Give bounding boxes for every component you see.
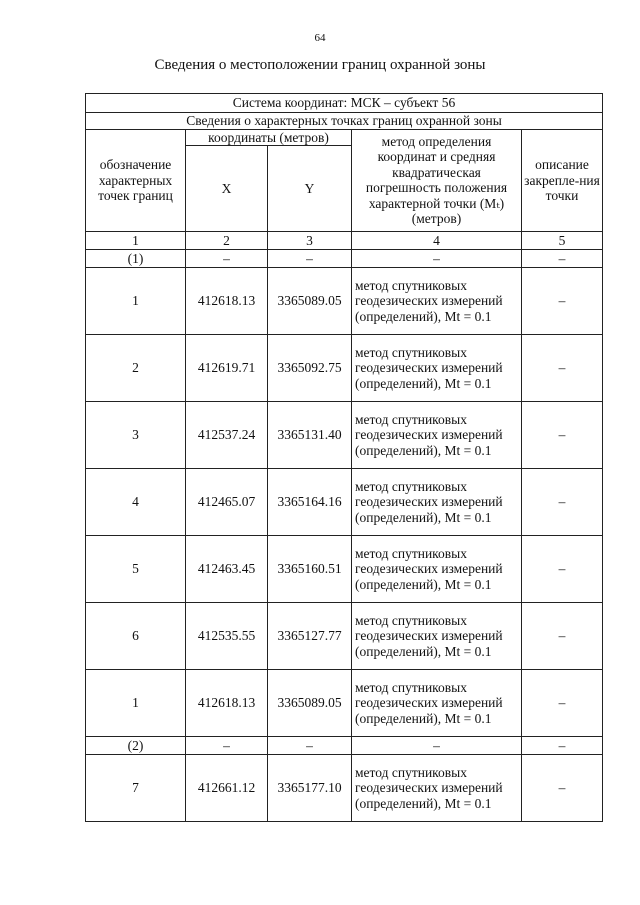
- point-number-cell: 4: [86, 469, 186, 536]
- description-cell: –: [522, 670, 603, 737]
- table-row: [86, 469, 603, 536]
- contour-separator-row: [86, 737, 603, 755]
- x-coordinate-cell: 412618.13: [186, 268, 268, 335]
- boundary-points-table: [85, 93, 603, 822]
- description-cell: –: [522, 737, 603, 755]
- table-row: [86, 755, 603, 822]
- method-cell: –: [352, 250, 522, 268]
- description-cell: –: [522, 250, 603, 268]
- column-number: 4: [352, 232, 522, 250]
- table-row: [86, 670, 603, 737]
- y-coordinate-cell: 3365177.10: [268, 755, 352, 822]
- table-row: [86, 268, 603, 335]
- coordinate-system-cell: Система координат: МСК – субъект 56: [86, 94, 603, 113]
- method-cell: метод спутниковых геодезических измерений (определений), Mt = 0.1: [352, 469, 522, 536]
- header-y: Y: [268, 146, 352, 232]
- point-number-cell: 1: [86, 670, 186, 737]
- x-coordinate-cell: 412463.45: [186, 536, 268, 603]
- y-coordinate-cell: –: [268, 250, 352, 268]
- description-cell: –: [522, 402, 603, 469]
- method-cell: метод спутниковых геодезических измерений (определений), Mt = 0.1: [352, 268, 522, 335]
- x-coordinate-cell: 412465.07: [186, 469, 268, 536]
- method-cell: метод спутниковых геодезических измерений (определений), Mt = 0.1: [352, 402, 522, 469]
- method-cell: метод спутниковых геодезических измерений (определений), Mt = 0.1: [352, 755, 522, 822]
- point-number-cell: (2): [86, 737, 186, 755]
- method-cell: метод спутниковых геодезических измерений (определений), Mt = 0.1: [352, 335, 522, 402]
- page-number: 64: [314, 32, 326, 44]
- table-row: [86, 335, 603, 402]
- y-coordinate-cell: 3365131.40: [268, 402, 352, 469]
- x-coordinate-cell: 412535.55: [186, 603, 268, 670]
- point-number-cell: 2: [86, 335, 186, 402]
- document-title: Сведения о местоположении границ охранной зоны: [154, 57, 486, 73]
- y-coordinate-cell: 3365092.75: [268, 335, 352, 402]
- column-number: 5: [522, 232, 603, 250]
- method-cell: метод спутниковых геодезических измерений (определений), Mt = 0.1: [352, 670, 522, 737]
- description-cell: –: [522, 536, 603, 603]
- column-number: 1: [86, 232, 186, 250]
- table-row: [86, 536, 603, 603]
- y-coordinate-cell: 3365089.05: [268, 670, 352, 737]
- description-cell: –: [522, 469, 603, 536]
- x-coordinate-cell: –: [186, 737, 268, 755]
- x-coordinate-cell: 412661.12: [186, 755, 268, 822]
- method-cell: метод спутниковых геодезических измерений (определений), Mt = 0.1: [352, 536, 522, 603]
- x-coordinate-cell: –: [186, 250, 268, 268]
- y-coordinate-cell: –: [268, 737, 352, 755]
- header-x: X: [186, 146, 268, 232]
- point-number-cell: 1: [86, 268, 186, 335]
- x-coordinate-cell: 412619.71: [186, 335, 268, 402]
- method-cell: –: [352, 737, 522, 755]
- header-method: метод определения координат и средняя квадратическая погрешность положения характерной точки (Mₜ) (метров): [352, 129, 522, 232]
- description-cell: –: [522, 335, 603, 402]
- header-coordinates: координаты (метров): [186, 129, 352, 146]
- description-cell: –: [522, 268, 603, 335]
- point-number-cell: 7: [86, 755, 186, 822]
- point-number-cell: (1): [86, 250, 186, 268]
- column-number: 2: [186, 232, 268, 250]
- contour-separator-row: [86, 250, 603, 268]
- x-coordinate-cell: 412537.24: [186, 402, 268, 469]
- table-row: [86, 603, 603, 670]
- method-cell: метод спутниковых геодезических измерений (определений), Mt = 0.1: [352, 603, 522, 670]
- description-cell: –: [522, 603, 603, 670]
- point-number-cell: 5: [86, 536, 186, 603]
- y-coordinate-cell: 3365127.77: [268, 603, 352, 670]
- header-description: описание закрепле-ния точки: [522, 129, 603, 232]
- y-coordinate-cell: 3365089.05: [268, 268, 352, 335]
- x-coordinate-cell: 412618.13: [186, 670, 268, 737]
- description-cell: –: [522, 755, 603, 822]
- point-number-cell: 3: [86, 402, 186, 469]
- column-number: 3: [268, 232, 352, 250]
- header-designation: обозначение характерных точек границ: [86, 129, 186, 232]
- points-info-cell: Сведения о характерных точках границ охранной зоны: [86, 113, 603, 130]
- y-coordinate-cell: 3365164.16: [268, 469, 352, 536]
- y-coordinate-cell: 3365160.51: [268, 536, 352, 603]
- point-number-cell: 6: [86, 603, 186, 670]
- table-row: [86, 402, 603, 469]
